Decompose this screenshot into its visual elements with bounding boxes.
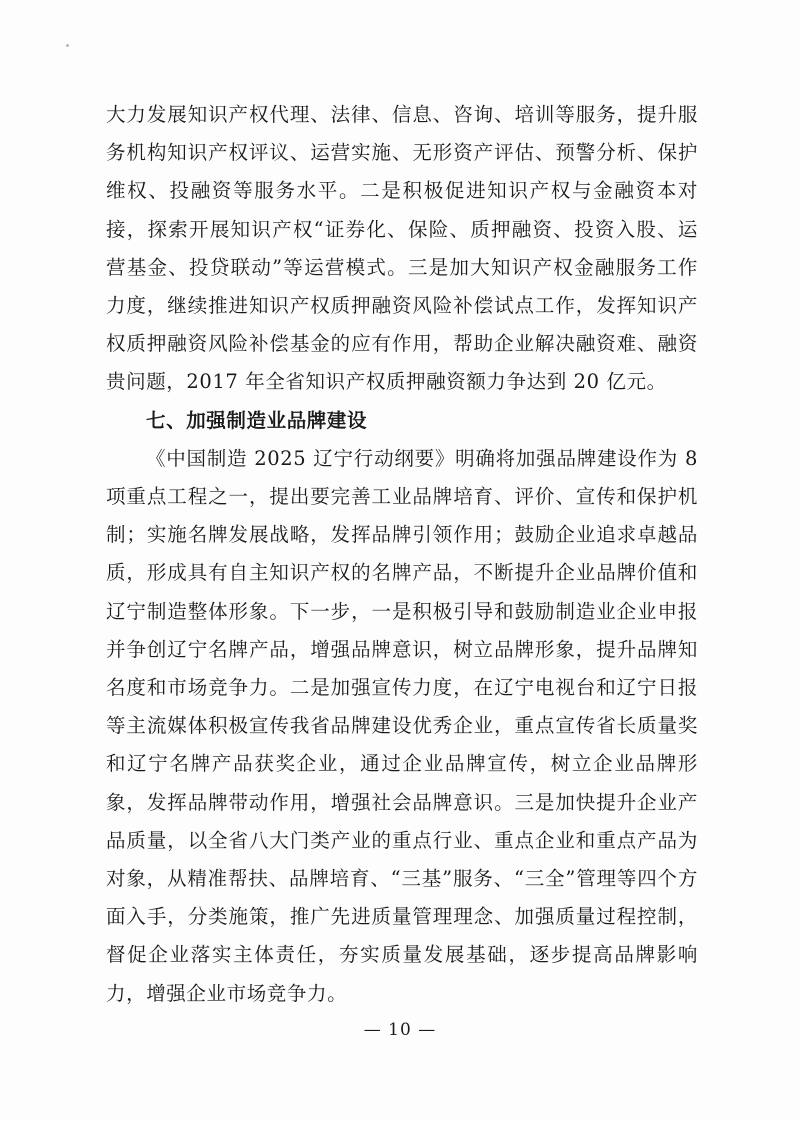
section-heading: 七、加强制造业品牌建设 (146, 408, 368, 432)
page-number: — 10 — (363, 1020, 437, 1040)
scan-speck (66, 44, 69, 47)
paragraph-brand-building: 《中国制造 2025 辽宁行动纲要》明确将加强品牌建设作为 8 项重点工程之一，提出要完善工业品牌培育、评价、宣传和保护机制；实施名牌发展战略，发挥品牌引领作用；鼓励企业追求卓越品质，形成具有自主知识产权的名牌产品，不断提升企业品牌价值和辽宁制造整体形象。下一步，一是积极引导和鼓励制造业企业申报并争创辽宁名牌产品，增强品牌意识，树立品牌形象，提升品牌知名度和市场竞争力。二是加强宣传力度，在辽宁电视台和辽宁日报等主流媒体积极宣传我省品牌建设优秀企业，重点宣传省长质量奖和辽宁名牌产品获奖企业，通过企业品牌宣传，树立企业品牌形象，发挥品牌带动作用，增强社会品牌意识。三是加快提升企业产品质量，以全省八大门类产业的重点行业、重点企业和重点产品为对象，从精准帮扶、品牌培育、“三基”服务、“三全”管理等四个方面入手，分类施策，推广先进质量管理理念、加强质量过程控制，督促企业落实主体责任，夯实质量发展基础，逐步提高品牌影响力，增强企业市场竞争力。 (106, 446, 698, 1005)
document-body (106, 96, 698, 1013)
paragraph-continued: 大力发展知识产权代理、法律、信息、咨询、培训等服务，提升服务机构知识产权评议、运营实施、无形资产评估、预警分析、保护维权、投融资等服务水平。二是积极促进知识产权与金融资本对接，探索开展知识产权“证券化、保险、质押融资、投资入股、运营基金、投贷联动”等运营模式。三是加大知识产权金融服务工作力度，继续推进知识产权质押融资风险补偿试点工作，发挥知识产权质押融资风险补偿基金的应有作用，帮助企业解决融资难、融资贵问题，2017 年全省知识产权质押融资额力争达到 20 亿元。 (106, 103, 698, 394)
